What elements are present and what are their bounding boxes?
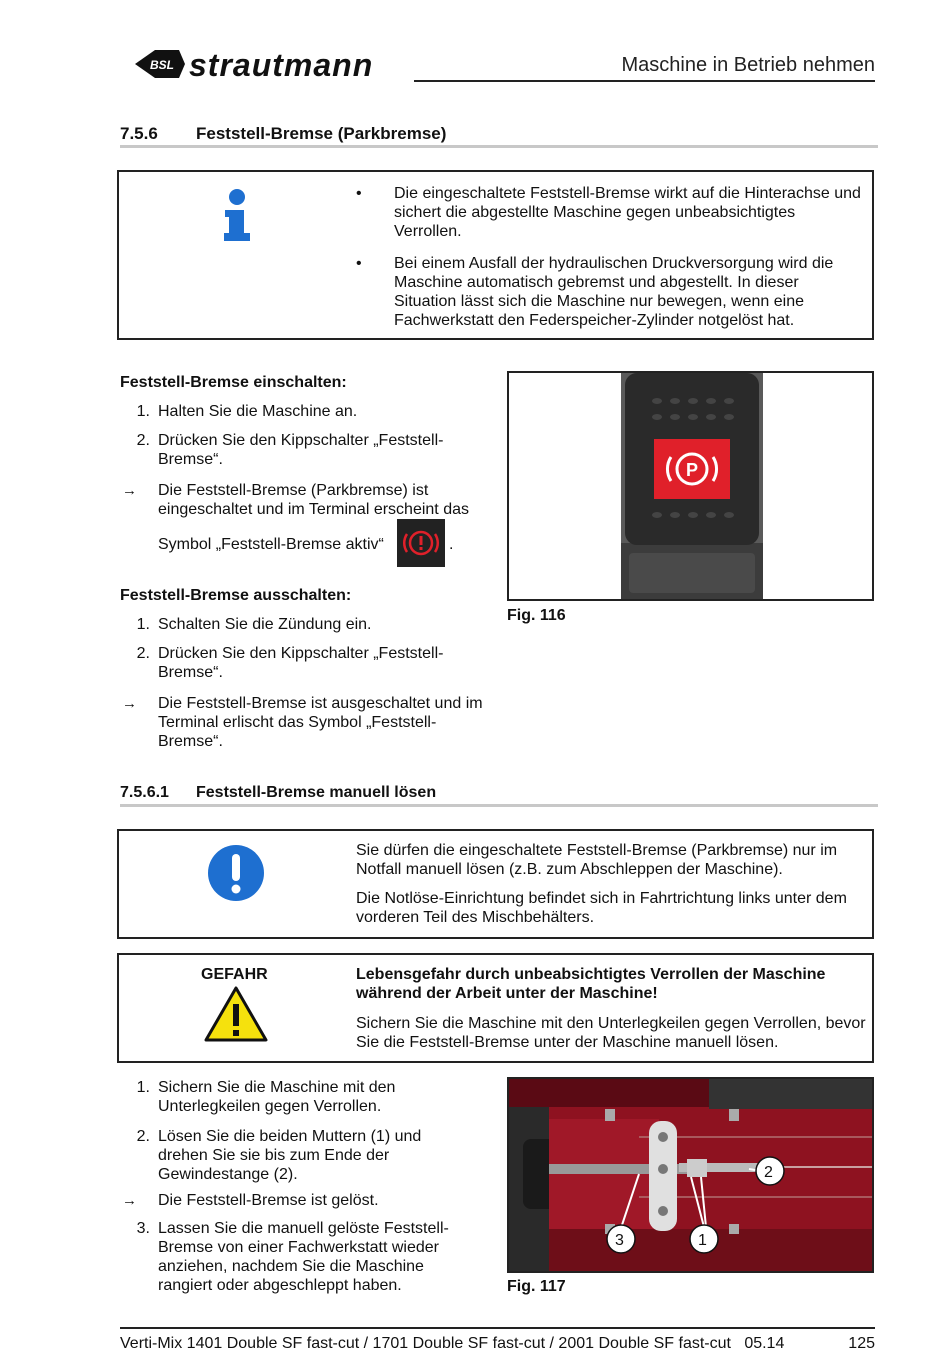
footer-models: Verti-Mix 1401 Double SF fast-cut / 1701 Double SF fast-cut / 2001 Double SF fast-cut bbox=[120, 1335, 731, 1352]
brand-name: strautmann bbox=[189, 47, 374, 82]
callout-2-label: 2 bbox=[764, 1164, 773, 1181]
callout-2 bbox=[756, 1157, 784, 1185]
list-item: 1. Sichern Sie die Maschine mit den Unterlegkeilen gegen Verrollen. bbox=[120, 1078, 500, 1118]
list-item: 2. Drücken Sie den Kippschalter „Feststell-Bremse“. bbox=[120, 431, 500, 471]
footer-text bbox=[120, 1335, 784, 1353]
danger-heading: Lebensgefahr durch unbeabsichtigtes Verrollen der Maschine während der Arbeit unter der Maschine! bbox=[356, 966, 826, 1002]
list-item: 3. Lassen Sie die manuell gelöste Feststell-Bremse von einer Fachwerkstatt wieder anziehen, nachdem Sie die Maschine rangiert oder abgeschleppt haben. bbox=[120, 1219, 500, 1299]
engage-result-end: . bbox=[449, 536, 454, 553]
info-bullet-1: Die eingeschaltete Feststell-Bremse wirkt auf die Hinterachse und sichert die abgestellte Maschine gegen unbeabsichtigtes Verrollen. bbox=[394, 185, 861, 240]
info-box bbox=[117, 170, 874, 340]
engage-heading: Feststell-Bremse einschalten: bbox=[120, 374, 347, 391]
release-step-1: Schalten Sie die Zündung ein. bbox=[158, 616, 372, 633]
brake-warning-icon bbox=[397, 519, 445, 567]
arrow-icon: → bbox=[122, 695, 137, 712]
info-icon bbox=[221, 188, 253, 249]
callout-1 bbox=[690, 1225, 718, 1253]
header-title: Maschine in Betrieb nehmen bbox=[621, 54, 875, 76]
manual-result: Die Feststell-Bremse ist gelöst. bbox=[158, 1192, 379, 1209]
subsection-title: Feststell-Bremse manuell lösen bbox=[196, 784, 437, 801]
engage-step-2: Drücken Sie den Kippschalter „Feststell-Bremse“. bbox=[158, 432, 444, 468]
list-item: 1. Halten Sie die Maschine an. bbox=[136, 403, 358, 420]
manual-step-3: Lassen Sie die manuell gelöste Feststell-Bremse von einer Fachwerkstatt wieder anziehen, nachdem Sie die Maschine rangiert oder abgeschleppt haben. bbox=[158, 1220, 449, 1294]
manual-step-2: Lösen Sie die beiden Muttern (1) und drehen Sie sie bis zum Ende der Gewindestange (2). bbox=[158, 1128, 422, 1183]
danger-text: Sichern Sie die Maschine mit den Unterlegkeilen gegen Verrollen, bevor Sie die Feststell-Bremse unter der Maschine manuell lösen. bbox=[356, 1015, 866, 1051]
callout-3-label: 3 bbox=[615, 1232, 624, 1249]
bullet-glyph: • bbox=[356, 255, 362, 272]
subsection-number: 7.5.6.1 bbox=[120, 784, 169, 801]
release-heading: Feststell-Bremse ausschalten: bbox=[120, 587, 352, 604]
section-rule bbox=[120, 145, 878, 148]
result-item bbox=[120, 1191, 500, 1211]
list-item: 1. Schalten Sie die Zündung ein. bbox=[136, 616, 372, 633]
release-result: Die Feststell-Bremse ist ausgeschaltet und im Terminal erlischt das Symbol „Feststell-Bremse“. bbox=[158, 695, 483, 750]
fig-117-image bbox=[507, 1077, 874, 1273]
engage-result: Die Feststell-Bremse (Parkbremse) ist eingeschaltet und im Terminal erscheint das bbox=[158, 482, 469, 518]
footer-date: 05.14 bbox=[744, 1335, 785, 1352]
section-title: Feststell-Bremse (Parkbremse) bbox=[196, 124, 447, 143]
page-number: 125 bbox=[848, 1335, 875, 1352]
arrow-icon: → bbox=[122, 1192, 137, 1209]
notice-paragraph-2: Die Notlöse-Einrichtung befindet sich in Fahrtrichtung links unter dem vorderen Teil des Mischbehälters. bbox=[356, 890, 847, 926]
section-heading bbox=[120, 124, 620, 146]
section-number: 7.5.6 bbox=[120, 124, 158, 143]
notice-paragraph-1: Sie dürfen die eingeschaltete Feststell-Bremse (Parkbremse) nur im Notfall manuell lösen (z.B. zum Abschleppen der Maschine). bbox=[356, 842, 838, 878]
result-item bbox=[120, 481, 500, 521]
fig-116-image bbox=[507, 371, 874, 601]
danger-box bbox=[117, 953, 874, 1063]
svg-text:P: P bbox=[686, 460, 699, 480]
danger-label: GEFAHR bbox=[201, 966, 268, 983]
subsection-heading bbox=[120, 784, 620, 806]
arrow-icon: → bbox=[122, 482, 137, 499]
callout-1-label: 1 bbox=[698, 1232, 707, 1249]
exclamation-icon bbox=[207, 844, 265, 907]
engage-result-symbol-text: Symbol „Feststell-Bremse aktiv“ bbox=[158, 536, 384, 553]
result-item bbox=[120, 694, 500, 754]
notice-box bbox=[117, 829, 874, 939]
warning-triangle-icon bbox=[203, 985, 269, 1048]
engage-step-1: Halten Sie die Maschine an. bbox=[158, 403, 358, 420]
list-item: 2. Lösen Sie die beiden Muttern (1) und drehen Sie sie bis zum Ende der Gewindestange (2). bbox=[120, 1127, 500, 1187]
strautmann-logo bbox=[133, 46, 395, 82]
list-item: 2. Drücken Sie den Kippschalter „Feststell-Bremse“. bbox=[120, 644, 500, 684]
bullet-glyph: • bbox=[356, 185, 362, 202]
fig-116-caption: Fig. 116 bbox=[507, 607, 566, 624]
section-rule bbox=[120, 804, 878, 807]
release-step-2: Drücken Sie den Kippschalter „Feststell-Bremse“. bbox=[158, 645, 444, 681]
fig-117-caption: Fig. 117 bbox=[507, 1278, 566, 1295]
callout-3 bbox=[607, 1225, 635, 1253]
brand-badge: BSL bbox=[150, 58, 174, 72]
manual-step-1: Sichern Sie die Maschine mit den Unterlegkeilen gegen Verrollen. bbox=[158, 1079, 396, 1115]
info-bullet-2: Bei einem Ausfall der hydraulischen Druckversorgung wird die Maschine automatisch gebremst und abgestellt. In dieser Situation lässt sich die Maschine nur bewegen, wenn eine Fachwerkstatt den Federspeicher-Zylinder notgelöst hat. bbox=[394, 255, 834, 329]
footer-rule bbox=[120, 1327, 875, 1329]
header-rule bbox=[414, 80, 875, 82]
